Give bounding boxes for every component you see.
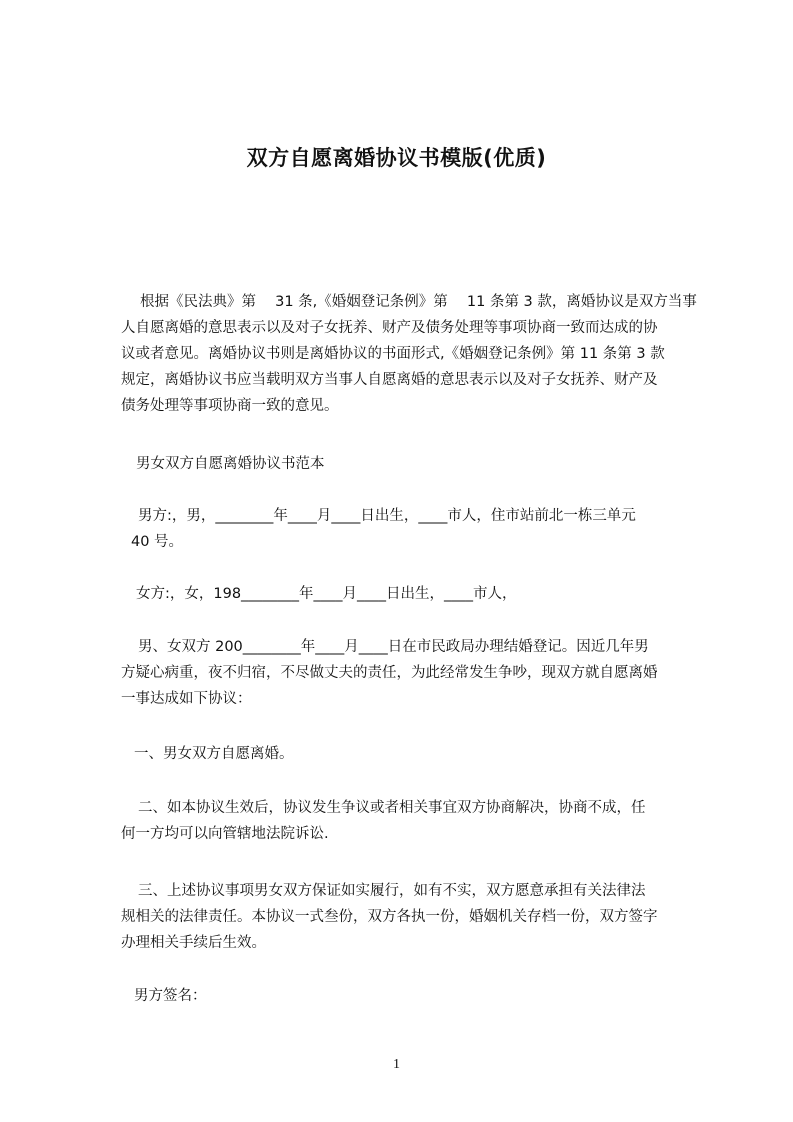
paragraph-marriage-background-line: 方疑心病重，夜不归宿，不尽做丈夫的责任，为此经常发生争吵，现双方就自愿离婚 (121, 665, 658, 681)
paragraph-clause-3-line: 规相关的法律责任。本协议一式叁份，双方各执一份，婚姻机关存档一份，双方签字 (121, 909, 658, 925)
paragraph-clause-1-line: 一、男女双方自愿离婚。 (134, 746, 294, 762)
document-title: 双方自愿离婚协议书模版(优质) (246, 146, 547, 170)
paragraph-intro-line: 人自愿离婚的意思表示以及对子女抚养、财产及债务处理等事项协商一致而达成的协 (121, 320, 658, 336)
paragraph-clause-3-line: 办理相关手续后生效。 (121, 935, 266, 951)
paragraph-intro-line: 根据《民法典》第 31 条,《婚姻登记条例》第 11 条第 3 款，离婚协议是双方当事 (140, 294, 697, 310)
paragraph-intro-line: 议或者意见。离婚协议书则是离婚协议的书面形式,《婚姻登记条例》第 11 条第 3 款 (121, 346, 665, 362)
paragraph-template-heading-line: 男女双方自愿离婚协议书范本 (136, 456, 325, 472)
paragraph-intro-line: 规定，离婚协议书应当载明双方当事人自愿离婚的意思表示以及对子女抚养、财产及 (121, 372, 658, 388)
paragraph-intro-line: 债务处理等事项协商一致的意见。 (121, 398, 339, 414)
paragraph-husband-info-line: 男方:，男，________年____月____日出生，____市人，住市站前北一栋三单元 (138, 508, 636, 524)
paragraph-husband-info-line: 40 号。 (131, 534, 184, 550)
page-number: 1 (393, 1057, 400, 1072)
paragraph-clause-2-line: 何一方均可以向管辖地法院诉讼. (121, 826, 329, 842)
paragraph-husband-signature-line: 男方签名： (134, 988, 207, 1004)
paragraph-marriage-background-line: 男、女双方 200________年____月____日在市民政局办理结婚登记。因近几年男 (138, 639, 649, 655)
paragraph-clause-3-line: 三、上述协议事项男女双方保证如实履行，如有不实，双方愿意承担有关法律法 (138, 883, 646, 899)
paragraph-wife-info-line: 女方:，女，198________年____月____日出生，____市人， (136, 586, 517, 602)
paragraph-marriage-background-line: 一事达成如下协议： (121, 691, 252, 707)
paragraph-clause-2-line: 二、如本协议生效后，协议发生争议或者相关事宜双方协商解决，协商不成，任 (138, 800, 646, 816)
